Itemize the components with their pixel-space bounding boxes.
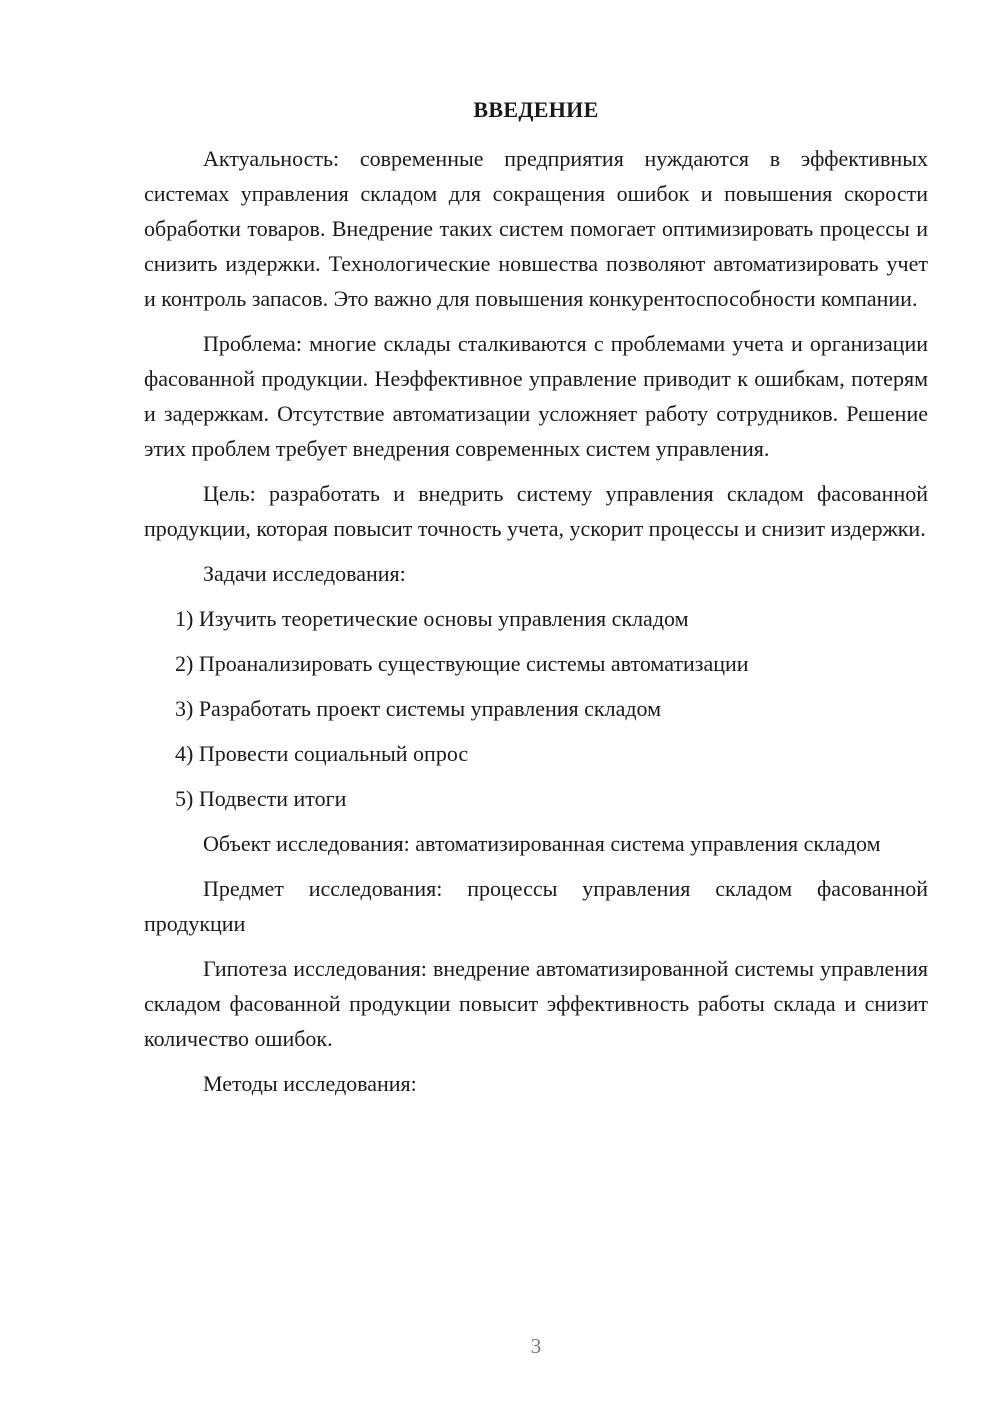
paragraph-subject: Предмет исследования: процессы управления складом фасованной продукции xyxy=(144,876,928,936)
paragraph-object: Объект исследования: автоматизированная система управления складом xyxy=(203,831,881,856)
methods-heading: Методы исследования: xyxy=(203,1071,417,1096)
list-item: 1) Изучить теоретические основы управления складом xyxy=(175,606,689,631)
list-item: 4) Провести социальный опрос xyxy=(175,741,469,766)
paragraph-problem: Проблема: многие склады сталкиваются с проблемами учета и организации фасованной продукции. Неэффективное управление приводит к ошибкам, потерям и задержкам. Отсутствие автоматизации усложняет работу сотрудников. Решение этих проблем требует внедрения современных систем управления. xyxy=(144,331,928,461)
paragraph-hypothesis: Гипотеза исследования: внедрение автоматизированной системы управления складом фасованной продукции повысит эффективность работы склада и снизит количество ошибок. xyxy=(144,956,928,1051)
list-item: 3) Разработать проект системы управления складом xyxy=(175,696,662,721)
document-body xyxy=(144,141,928,1101)
list-item: 2) Проанализировать существующие системы автоматизации xyxy=(175,651,749,676)
tasks-list xyxy=(144,601,928,816)
tasks-heading: Задачи исследования: xyxy=(203,561,406,586)
page-title: ВВЕДЕНИЕ xyxy=(473,97,599,122)
paragraph-relevance: Актуальность: современные предприятия нуждаются в эффективных системах управления складом для сокращения ошибок и повышения скорости обработки товаров. Внедрение таких систем помогает оптимизировать процессы и снизить издержки. Технологические новшества позволяют автоматизировать учет и контроль запасов. Это важно для повышения конкурентоспособности компании. xyxy=(144,146,928,311)
paragraph-goal: Цель: разработать и внедрить систему управления складом фасованной продукции, которая повысит точность учета, ускорит процессы и снизит издержки. xyxy=(144,481,928,541)
list-item: 5) Подвести итоги xyxy=(175,786,347,811)
page-number: 3 xyxy=(530,1334,542,1358)
